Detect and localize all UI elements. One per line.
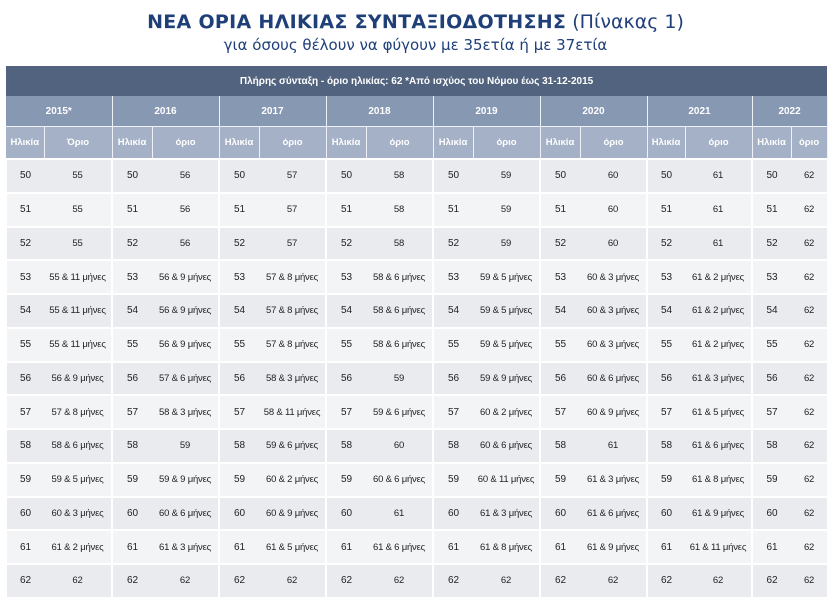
table-body xyxy=(6,159,827,597)
limit-cell: 61 xyxy=(685,193,752,227)
limit-cell: 61 & 2 μήνες xyxy=(685,294,752,328)
age-cell: 55 xyxy=(326,328,366,362)
limit-cell: 58 & 6 μήνες xyxy=(44,429,112,463)
limit-cell: 57 xyxy=(259,227,326,261)
age-cell: 57 xyxy=(647,395,685,429)
age-cell: 54 xyxy=(112,294,152,328)
table-row xyxy=(6,530,827,564)
age-cell: 62 xyxy=(752,564,791,597)
age-cell: 51 xyxy=(219,193,259,227)
age-cell: 51 xyxy=(647,193,685,227)
age-cell: 56 xyxy=(112,362,152,396)
page-title: ΝΕΑ ΟΡΙΑ ΗΛΙΚΙΑΣ ΣΥΝΤΑΞΙΟΔΟΤΗΣΗΣ xyxy=(147,11,567,33)
limit-cell: 56 & 9 μήνες xyxy=(152,260,219,294)
limit-cell: 57 & 8 μήνες xyxy=(259,260,326,294)
limit-cell: 59 & 5 μήνες xyxy=(44,463,112,497)
age-cell: 60 xyxy=(326,497,366,531)
age-cell: 55 xyxy=(433,328,473,362)
age-cell: 56 xyxy=(326,362,366,396)
age-column-header: Ηλικία xyxy=(647,127,685,160)
age-cell: 52 xyxy=(752,227,791,261)
age-cell: 50 xyxy=(6,159,44,193)
age-cell: 51 xyxy=(112,193,152,227)
limit-cell: 60 & 3 μήνες xyxy=(44,497,112,531)
limit-cell: 62 xyxy=(791,294,827,328)
year-header: 2021 xyxy=(647,96,752,127)
limit-cell: 60 & 6 μήνες xyxy=(580,362,647,396)
limit-cell: 62 xyxy=(791,193,827,227)
age-cell: 54 xyxy=(540,294,580,328)
age-cell: 55 xyxy=(112,328,152,362)
age-cell: 62 xyxy=(112,564,152,597)
limit-cell: 56 xyxy=(152,227,219,261)
age-cell: 60 xyxy=(433,497,473,531)
limit-column-header: όριο xyxy=(685,127,752,160)
age-cell: 57 xyxy=(752,395,791,429)
year-header: 2020 xyxy=(540,96,647,127)
limit-cell: 60 & 6 μήνες xyxy=(152,497,219,531)
age-column-header: Ηλικία xyxy=(219,127,259,160)
age-cell: 53 xyxy=(647,260,685,294)
limit-cell: 61 & 6 μήνες xyxy=(366,530,433,564)
limit-cell: 62 xyxy=(791,328,827,362)
age-cell: 62 xyxy=(6,564,44,597)
age-cell: 61 xyxy=(540,530,580,564)
limit-cell: 61 & 8 μήνες xyxy=(685,463,752,497)
limit-cell: 59 xyxy=(366,362,433,396)
limit-cell: 61 & 2 μήνες xyxy=(685,328,752,362)
limit-cell: 61 & 6 μήνες xyxy=(685,429,752,463)
limit-cell: 60 & 2 μήνες xyxy=(259,463,326,497)
limit-cell: 60 & 6 μήνες xyxy=(366,463,433,497)
limit-column-header: όριο xyxy=(580,127,647,160)
age-cell: 59 xyxy=(6,463,44,497)
limit-cell: 60 & 6 μήνες xyxy=(473,429,540,463)
age-cell: 52 xyxy=(219,227,259,261)
table-row xyxy=(6,463,827,497)
year-header: 2019 xyxy=(433,96,540,127)
age-cell: 58 xyxy=(219,429,259,463)
limit-column-header: όριο xyxy=(366,127,433,160)
age-cell: 51 xyxy=(6,193,44,227)
age-cell: 55 xyxy=(540,328,580,362)
age-cell: 61 xyxy=(647,530,685,564)
limit-cell: 61 xyxy=(580,429,647,463)
age-cell: 54 xyxy=(647,294,685,328)
table-banner: Πλήρης σύνταξη - όριο ηλικίας: 62 *Από ισχύος του Νόμου έως 31-12-2015 xyxy=(6,66,827,96)
limit-cell: 57 & 8 μήνες xyxy=(259,294,326,328)
age-cell: 57 xyxy=(540,395,580,429)
age-cell: 61 xyxy=(219,530,259,564)
limit-cell: 61 & 2 μήνες xyxy=(44,530,112,564)
age-cell: 60 xyxy=(112,497,152,531)
limit-cell: 59 & 5 μήνες xyxy=(473,294,540,328)
year-header: 2016 xyxy=(112,96,219,127)
age-cell: 62 xyxy=(433,564,473,597)
limit-cell: 59 & 6 μήνες xyxy=(366,395,433,429)
limit-cell: 59 & 5 μήνες xyxy=(473,260,540,294)
limit-cell: 60 & 3 μήνες xyxy=(580,328,647,362)
age-cell: 62 xyxy=(326,564,366,597)
age-cell: 62 xyxy=(219,564,259,597)
limit-cell: 61 xyxy=(366,497,433,531)
limit-cell: 61 & 6 μήνες xyxy=(580,497,647,531)
limit-cell: 59 xyxy=(152,429,219,463)
limit-cell: 58 xyxy=(366,227,433,261)
age-cell: 50 xyxy=(540,159,580,193)
limit-cell: 60 xyxy=(366,429,433,463)
limit-cell: 62 xyxy=(791,497,827,531)
limit-cell: 57 xyxy=(259,193,326,227)
limit-cell: 55 xyxy=(44,193,112,227)
age-column-header: Ηλικία xyxy=(326,127,366,160)
limit-cell: 61 xyxy=(685,227,752,261)
limit-cell: 58 & 6 μήνες xyxy=(366,294,433,328)
limit-column-header: όριο xyxy=(473,127,540,160)
limit-cell: 60 & 11 μήνες xyxy=(473,463,540,497)
limit-cell: 58 xyxy=(366,159,433,193)
age-cell: 51 xyxy=(326,193,366,227)
age-cell: 56 xyxy=(752,362,791,396)
table-row xyxy=(6,260,827,294)
limit-cell: 59 & 5 μήνες xyxy=(473,328,540,362)
limit-cell: 59 & 9 μήνες xyxy=(152,463,219,497)
age-cell: 53 xyxy=(112,260,152,294)
limit-cell: 58 xyxy=(366,193,433,227)
limit-cell: 62 xyxy=(791,260,827,294)
age-column-header: Ηλικία xyxy=(112,127,152,160)
limit-cell: 57 xyxy=(259,159,326,193)
limit-cell: 61 & 3 μήνες xyxy=(580,463,647,497)
age-cell: 59 xyxy=(219,463,259,497)
age-cell: 52 xyxy=(112,227,152,261)
limit-cell: 59 & 6 μήνες xyxy=(259,429,326,463)
limit-column-header: όριο xyxy=(259,127,326,160)
age-cell: 58 xyxy=(326,429,366,463)
year-header: 2018 xyxy=(326,96,433,127)
limit-cell: 56 & 9 μήνες xyxy=(152,294,219,328)
limit-cell: 58 & 6 μήνες xyxy=(366,260,433,294)
age-cell: 55 xyxy=(6,328,44,362)
age-cell: 61 xyxy=(6,530,44,564)
limit-cell: 60 xyxy=(580,159,647,193)
age-cell: 58 xyxy=(540,429,580,463)
limit-cell: 59 xyxy=(473,193,540,227)
age-cell: 57 xyxy=(112,395,152,429)
limit-cell: 58 & 6 μήνες xyxy=(366,328,433,362)
age-cell: 53 xyxy=(540,260,580,294)
age-column-header: Ηλικία xyxy=(6,127,44,160)
limit-cell: 60 & 3 μήνες xyxy=(580,294,647,328)
age-cell: 50 xyxy=(219,159,259,193)
age-cell: 58 xyxy=(752,429,791,463)
limit-cell: 57 & 8 μήνες xyxy=(259,328,326,362)
year-header: 2017 xyxy=(219,96,326,127)
age-cell: 59 xyxy=(112,463,152,497)
age-column-header: Ηλικία xyxy=(433,127,473,160)
table-row xyxy=(6,497,827,531)
age-cell: 53 xyxy=(6,260,44,294)
age-cell: 56 xyxy=(540,362,580,396)
age-cell: 52 xyxy=(326,227,366,261)
limit-cell: 60 xyxy=(580,227,647,261)
limit-cell: 62 xyxy=(791,564,827,597)
age-cell: 62 xyxy=(540,564,580,597)
limit-cell: 62 xyxy=(580,564,647,597)
limit-cell: 56 & 9 μήνες xyxy=(152,328,219,362)
age-cell: 61 xyxy=(112,530,152,564)
limit-cell: 55 xyxy=(44,159,112,193)
age-cell: 59 xyxy=(540,463,580,497)
limit-cell: 62 xyxy=(259,564,326,597)
age-cell: 61 xyxy=(326,530,366,564)
limit-cell: 61 & 3 μήνες xyxy=(685,362,752,396)
age-cell: 58 xyxy=(647,429,685,463)
age-cell: 53 xyxy=(326,260,366,294)
age-cell: 51 xyxy=(433,193,473,227)
limit-cell: 62 xyxy=(685,564,752,597)
age-column-header: Ηλικία xyxy=(540,127,580,160)
age-cell: 58 xyxy=(433,429,473,463)
age-cell: 55 xyxy=(647,328,685,362)
age-cell: 62 xyxy=(647,564,685,597)
title-block xyxy=(0,10,831,56)
year-header: 2022 xyxy=(752,96,827,127)
table-row xyxy=(6,227,827,261)
limit-cell: 62 xyxy=(473,564,540,597)
limit-cell: 62 xyxy=(791,159,827,193)
limit-cell: 58 & 11 μήνες xyxy=(259,395,326,429)
limit-cell: 57 & 8 μήνες xyxy=(44,395,112,429)
age-cell: 59 xyxy=(433,463,473,497)
limit-column-header: Όριο xyxy=(44,127,112,160)
limit-column-header: όριο xyxy=(791,127,827,160)
age-cell: 54 xyxy=(6,294,44,328)
age-cell: 52 xyxy=(433,227,473,261)
table-number-label: (Πίνακας 1) xyxy=(572,11,684,33)
age-cell: 52 xyxy=(540,227,580,261)
column-header-row xyxy=(6,127,827,160)
age-cell: 51 xyxy=(540,193,580,227)
table-row xyxy=(6,564,827,597)
year-header: 2015* xyxy=(6,96,112,127)
limit-cell: 60 & 9 μήνες xyxy=(580,395,647,429)
limit-cell: 61 & 9 μήνες xyxy=(685,497,752,531)
age-cell: 61 xyxy=(752,530,791,564)
age-cell: 59 xyxy=(647,463,685,497)
age-cell: 60 xyxy=(6,497,44,531)
age-cell: 50 xyxy=(112,159,152,193)
limit-cell: 61 & 5 μήνες xyxy=(685,395,752,429)
age-column-header: Ηλικία xyxy=(752,127,791,160)
banner-row xyxy=(6,66,827,96)
age-cell: 54 xyxy=(326,294,366,328)
age-cell: 50 xyxy=(326,159,366,193)
table-row xyxy=(6,362,827,396)
limit-cell: 56 & 9 μήνες xyxy=(44,362,112,396)
limit-cell: 55 & 11 μήνες xyxy=(44,328,112,362)
age-cell: 56 xyxy=(219,362,259,396)
table-row xyxy=(6,159,827,193)
limit-cell: 55 xyxy=(44,227,112,261)
limit-cell: 61 & 2 μήνες xyxy=(685,260,752,294)
table-row xyxy=(6,395,827,429)
table-row xyxy=(6,328,827,362)
age-cell: 56 xyxy=(647,362,685,396)
limit-cell: 61 & 3 μήνες xyxy=(152,530,219,564)
age-cell: 60 xyxy=(219,497,259,531)
limit-cell: 61 & 9 μήνες xyxy=(580,530,647,564)
age-cell: 58 xyxy=(112,429,152,463)
age-cell: 51 xyxy=(752,193,791,227)
limit-cell: 58 & 3 μήνες xyxy=(152,395,219,429)
retirement-age-table xyxy=(5,66,828,597)
age-cell: 52 xyxy=(647,227,685,261)
limit-cell: 57 & 6 μήνες xyxy=(152,362,219,396)
age-cell: 56 xyxy=(433,362,473,396)
limit-cell: 56 xyxy=(152,159,219,193)
limit-cell: 61 & 11 μήνες xyxy=(685,530,752,564)
limit-cell: 60 & 3 μήνες xyxy=(580,260,647,294)
age-cell: 60 xyxy=(647,497,685,531)
age-cell: 57 xyxy=(433,395,473,429)
limit-cell: 62 xyxy=(366,564,433,597)
limit-cell: 62 xyxy=(791,227,827,261)
limit-cell: 59 xyxy=(473,227,540,261)
limit-cell: 62 xyxy=(791,463,827,497)
age-cell: 60 xyxy=(540,497,580,531)
age-cell: 53 xyxy=(219,260,259,294)
limit-cell: 56 xyxy=(152,193,219,227)
limit-cell: 62 xyxy=(791,362,827,396)
table-row xyxy=(6,193,827,227)
page-subtitle: για όσους θέλουν να φύγουν με 35ετία ή με 37ετία xyxy=(223,36,608,54)
age-cell: 60 xyxy=(752,497,791,531)
limit-cell: 62 xyxy=(152,564,219,597)
limit-cell: 60 & 2 μήνες xyxy=(473,395,540,429)
year-header-row xyxy=(6,96,827,127)
limit-cell: 62 xyxy=(791,530,827,564)
age-cell: 50 xyxy=(433,159,473,193)
limit-cell: 62 xyxy=(791,429,827,463)
limit-cell: 55 & 11 μήνες xyxy=(44,260,112,294)
age-cell: 50 xyxy=(647,159,685,193)
age-cell: 59 xyxy=(326,463,366,497)
limit-cell: 61 & 5 μήνες xyxy=(259,530,326,564)
age-cell: 58 xyxy=(6,429,44,463)
limit-cell: 60 & 9 μήνες xyxy=(259,497,326,531)
age-cell: 54 xyxy=(219,294,259,328)
title-line xyxy=(0,10,831,34)
limit-cell: 61 & 8 μήνες xyxy=(473,530,540,564)
limit-cell: 59 xyxy=(473,159,540,193)
limit-cell: 58 & 3 μήνες xyxy=(259,362,326,396)
limit-cell: 59 & 9 μήνες xyxy=(473,362,540,396)
age-cell: 53 xyxy=(433,260,473,294)
limit-cell: 62 xyxy=(791,395,827,429)
limit-cell: 61 & 3 μήνες xyxy=(473,497,540,531)
limit-cell: 62 xyxy=(44,564,112,597)
age-cell: 56 xyxy=(6,362,44,396)
age-cell: 54 xyxy=(752,294,791,328)
age-cell: 52 xyxy=(6,227,44,261)
age-cell: 59 xyxy=(752,463,791,497)
age-cell: 54 xyxy=(433,294,473,328)
limit-cell: 61 xyxy=(685,159,752,193)
age-cell: 50 xyxy=(752,159,791,193)
age-cell: 55 xyxy=(219,328,259,362)
limit-cell: 55 & 11 μήνες xyxy=(44,294,112,328)
table-row xyxy=(6,294,827,328)
age-cell: 53 xyxy=(752,260,791,294)
limit-column-header: όριο xyxy=(152,127,219,160)
age-cell: 55 xyxy=(752,328,791,362)
table-row xyxy=(6,429,827,463)
age-cell: 57 xyxy=(219,395,259,429)
age-cell: 61 xyxy=(433,530,473,564)
limit-cell: 60 xyxy=(580,193,647,227)
age-cell: 57 xyxy=(326,395,366,429)
age-cell: 57 xyxy=(6,395,44,429)
